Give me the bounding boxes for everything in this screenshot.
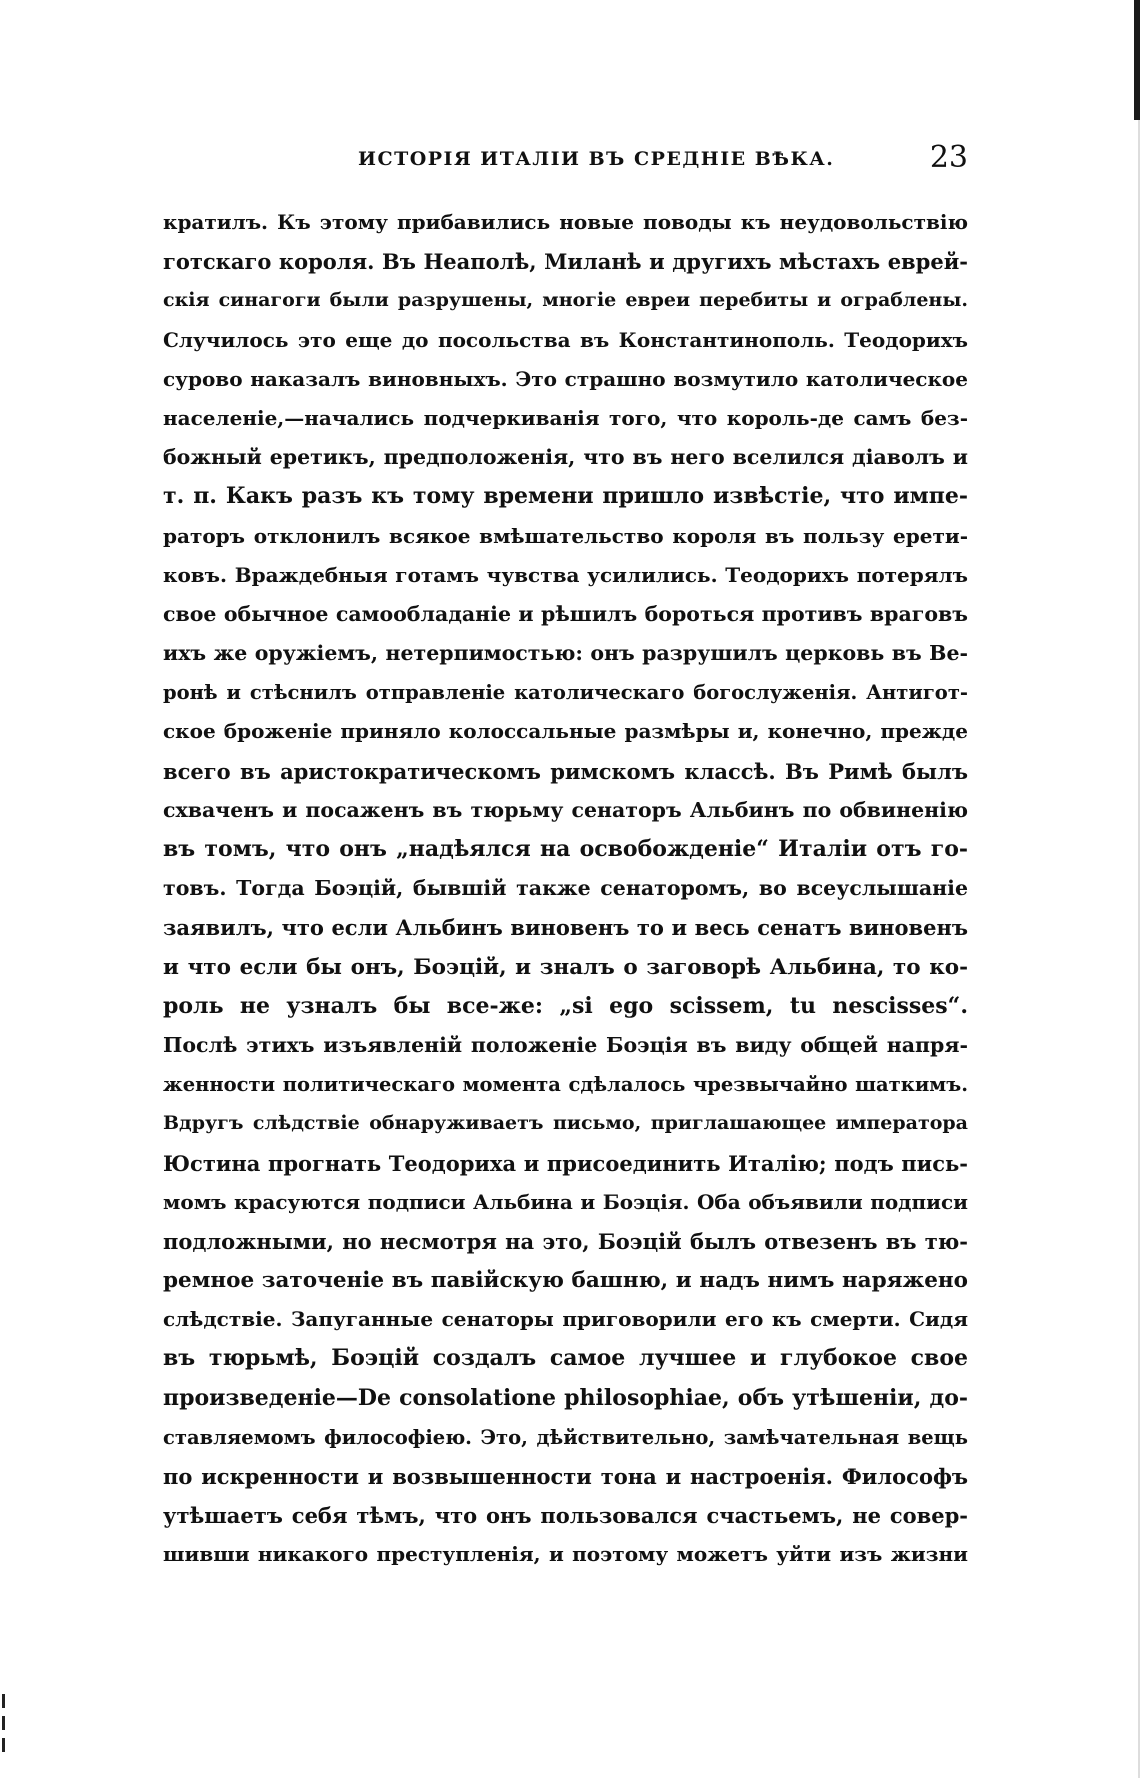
text-line: Юстина прогнать Теодориха и присоединить Италію; подъ пись- <box>163 1150 968 1176</box>
scan-mark <box>2 1694 5 1708</box>
text-line: скія синагоги были разрушены, многіе евреи перебиты и ограблены. <box>163 289 968 312</box>
running-head <box>163 140 968 180</box>
text-line: въ томъ, что онъ „надѣялся на освобожденіе“ Италіи отъ го- <box>163 836 968 862</box>
text-line: роль не узналъ бы все-же: „si ego scissem, tu nescisses“. <box>163 992 968 1019</box>
page-edge-shadow <box>1134 0 1140 120</box>
text-line: Послѣ этихъ изъявленій положеніе Боэція въ виду общей напря- <box>163 1032 968 1057</box>
text-line: товъ. Тогда Боэцій, бывшій также сенаторомъ, во всеуслышаніе <box>163 876 968 901</box>
page-number: 23 <box>929 140 968 175</box>
text-line: ковъ. Враждебныя готамъ чувства усилились. Теодорихъ потерялъ <box>163 562 968 587</box>
scan-edge-marks <box>2 1692 8 1772</box>
text-line: по искренности и возвышенности тона и настроенія. Философъ <box>163 1464 968 1489</box>
text-line: въ тюрьмѣ, Боэцій создалъ самое лучшее и глубокое свое <box>163 1345 968 1372</box>
text-line: ремное заточеніе въ павійскую башню, и надъ нимъ наряжено <box>163 1268 968 1294</box>
scan-mark <box>2 1716 5 1730</box>
text-line: всего въ аристократическомъ римскомъ классѣ. Въ Римѣ былъ <box>163 758 968 784</box>
text-line: схваченъ и посаженъ въ тюрьму сенаторъ Альбинъ по обвиненію <box>163 797 968 822</box>
text-line: сурово наказалъ виновныхъ. Это страшно возмутило католическое <box>163 366 968 391</box>
text-line: т. п. Какъ разъ къ тому времени пришло извѣстіе, что импе- <box>163 483 968 510</box>
text-line: ское броженіе приняло колоссальные размѣры и, конечно, прежде <box>163 719 968 744</box>
text-line: Случилось это еще до посольства въ Константинополь. Теодорихъ <box>163 327 968 352</box>
text-line: раторъ отклонилъ всякое вмѣшательство короля въ пользу ерети- <box>163 523 968 548</box>
text-line: Вдругъ слѣдствіе обнаруживаетъ письмо, приглашающее императора <box>163 1112 968 1135</box>
text-line: и что если бы онъ, Боэцій, и зналъ о заговорѣ Альбина, то ко- <box>163 954 968 980</box>
text-line: ихъ же оружіемъ, нетерпимостью: онъ разрушилъ церковь въ Ве- <box>163 641 968 666</box>
running-title: ИСТОРІЯ ИТАЛІИ ВЪ СРЕДНІЕ ВѢКА. <box>358 148 835 170</box>
text-line: свое обычное самообладаніе и рѣшилъ бороться противъ враговъ <box>163 601 968 626</box>
text-line: заявилъ, что если Альбинъ виновенъ то и весь сенатъ виновенъ <box>163 915 968 941</box>
text-line: шивши никакого преступленія, и поэтому можетъ уйти изъ жизни <box>163 1542 968 1567</box>
text-line: подложными, но несмотря на это, Боэцій былъ отвезенъ въ тю- <box>163 1228 968 1254</box>
text-line: божный еретикъ, предположенія, что въ него вселился діаволъ и <box>163 445 968 470</box>
text-line: ронѣ и стѣснилъ отправленіе католическаго богослуженія. Антигот- <box>163 681 968 705</box>
text-line: слѣдствіе. Запуганные сенаторы приговорили его къ смерти. Сидя <box>163 1307 968 1332</box>
text-line: произведеніе—De consolatione philosophiae, объ утѣшеніи, до- <box>163 1384 968 1411</box>
text-line: утѣшаетъ себя тѣмъ, что онъ пользовался счастьемъ, не совер- <box>163 1503 968 1529</box>
text-line: женности политическаго момента сдѣлалось чрезвычайно шаткимъ. <box>163 1073 968 1097</box>
text-line: кратилъ. Къ этому прибавились новые поводы къ неудовольствію <box>163 210 968 234</box>
text-line: момъ красуются подписи Альбина и Боэція. Оба объявили подписи <box>163 1189 968 1214</box>
body-text <box>163 203 968 1575</box>
text-line: готскаго короля. Въ Неаполѣ, Миланѣ и другихъ мѣстахъ еврей- <box>163 249 968 275</box>
scan-mark <box>2 1738 5 1752</box>
text-line: населеніе,—начались подчеркиванія того, что король-де самъ без- <box>163 405 968 430</box>
text-line: ставляемомъ философіею. Это, дѣйствительно, замѣчательная вещь <box>163 1425 968 1449</box>
